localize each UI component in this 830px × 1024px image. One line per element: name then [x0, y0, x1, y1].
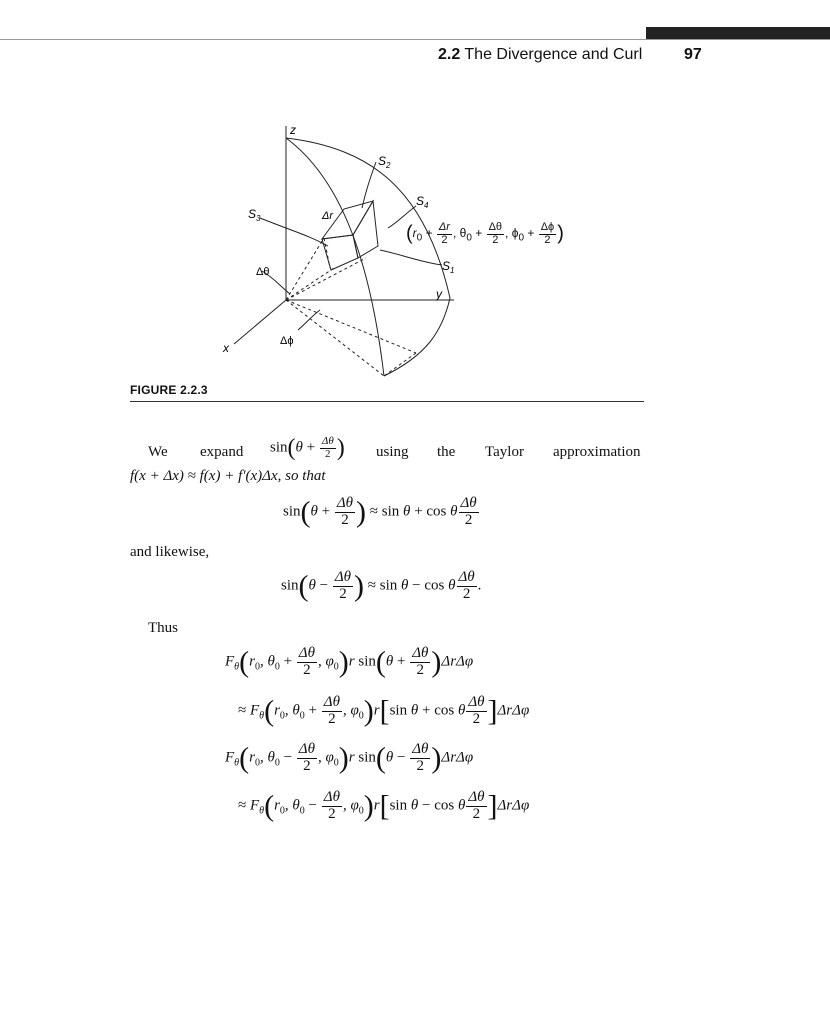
s3-label: $S_3$ [248, 207, 261, 223]
body-word: We [148, 444, 168, 460]
y-label: y [436, 287, 442, 301]
body-word: expand [200, 444, 244, 460]
delta-phi-label: Δϕ [280, 335, 294, 347]
body-word: approximation [553, 444, 641, 460]
z-label: z [290, 123, 296, 137]
body-word: Taylor [485, 444, 524, 460]
s4-label: $S_4$ [416, 194, 429, 210]
flux-plus-approx-line: ≈ $F_\theta(r_0$, $\theta_0$ + $\frac{\Delta\theta}{2}$ , $\varphi_0)r[\sin$ θ + cos θ $\frac{\Delta\theta}{2}$ ]ΔrΔφ [238, 694, 530, 728]
likewise-text: and likewise, [130, 544, 210, 560]
flux-minus-approx-line: ≈ $F_\theta(r_0$, $\theta_0$ − $\frac{\Delta\theta}{2}$ , $\varphi_0)r[\sin$ θ − cos θ $\frac{\Delta\theta}{2}$ ]ΔrΔφ [238, 789, 530, 823]
figure-caption: FIGURE 2.2.3 [130, 383, 208, 397]
body-word: using [376, 444, 409, 460]
flux-minus-line: $F_\theta(r_0$, $\theta_0$ − $\frac{\Delta\theta}{2}$ , $\varphi_0)r$ sin(θ − $\frac{\Delta\theta}{2}$ )ΔrΔφ [225, 741, 474, 775]
header-rule [0, 39, 830, 40]
figure-rule [130, 401, 644, 402]
corner-point-label: ($r_0$ + $\frac{\Delta r}{2}$ , $\theta_0$ + $\frac{\Delta\theta}{2}$ , $\phi_0$ + $\frac{\Delta\phi}{2}$ ) [406, 221, 564, 246]
page-number: 97 [684, 46, 702, 63]
delta-theta-label: Δθ [256, 266, 270, 278]
equation-sin-plus: sin(θ + $\frac{\Delta\theta}{2}$ ) ≈ sin θ + cos θ $\frac{\Delta\theta}{2}$ [283, 495, 477, 529]
inline-sin-expression: sin(θ + $\frac{\Delta\theta}{2}$ ) [270, 435, 345, 462]
x-axis [234, 300, 286, 344]
s2-label: $S_2$ [378, 154, 391, 170]
delta-r-label: Δr [322, 210, 334, 222]
equation-sin-minus: sin(θ − $\frac{\Delta\theta}{2}$ ) ≈ sin θ − cos θ $\frac{\Delta\theta}{2}$ . [281, 569, 482, 603]
spherical-volume-figure [220, 118, 480, 380]
running-head [438, 46, 642, 64]
body-word: the [437, 444, 456, 460]
thus-text: Thus [148, 620, 178, 636]
x-label: x [223, 341, 229, 355]
taylor-approximation: f(x + Δx) ≈ f(x) + f′(x)Δx, so that [130, 468, 326, 484]
s1-label: $S_1$ [442, 259, 455, 275]
section-number: 2.2 [438, 46, 461, 63]
section-title: The Divergence and Curl [464, 46, 643, 63]
flux-plus-line: $F_\theta(r_0$, $\theta_0$ + $\frac{\Delta\theta}{2}$ , $\varphi_0)r$ sin(θ + $\frac{\Delta\theta}{2}$ )ΔrΔφ [225, 645, 474, 679]
